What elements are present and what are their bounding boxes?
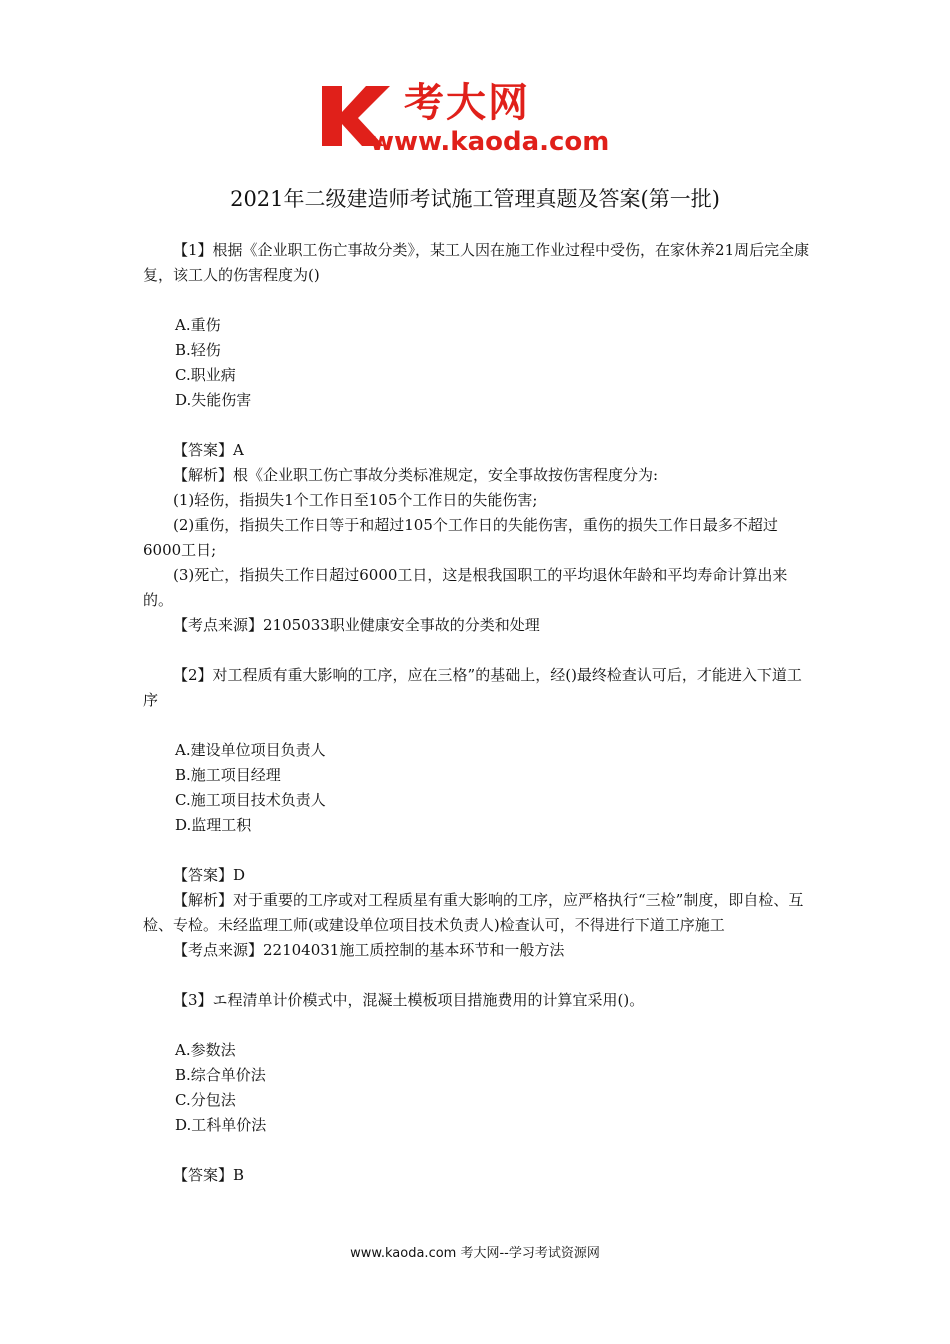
question-2-answer: 【答案】D [173,866,246,884]
question-2-option-b: B.施工项目经理 [175,766,281,784]
question-1-option-a: A.重伤 [175,316,221,334]
page-footer: www.kaoda.com 考大网--学习考试资源网 [350,1246,600,1261]
question-3-option-d: D.工科单价法 [175,1116,267,1134]
question-2-option-a: A.建设单位项目负责人 [175,741,326,759]
question-1-option-c: C.职业病 [175,366,236,384]
question-1-analysis-line: 【解析】根《企业职工伤亡事故分类标准规定，安全事故按伤害程度分为: [173,466,659,484]
question-2-option-c: C.施工项目技术负责人 [175,791,326,809]
question-2-option-d: D.监理工积 [175,816,252,834]
question-1-answer: 【答案】A [173,441,244,459]
kaoda-logo [318,80,638,160]
logo-brand-cn: 考大网 [404,80,530,126]
question-1-analysis-line: (3)死亡，指损失工作日超过6000工日，这是根我国职工的平均退休年龄和平均寿命计算出来的。 [143,566,788,609]
question-1-stem: 【1】根据《企业职工伤亡事故分类》，某工人因在施工作业过程中受伤，在家休养21周后完全康复，该工人的伤害程度为() [143,241,810,284]
question-1-analysis-line: (2)重伤，指损失工作日等于和超过105个工作日的失能伤害，重伤的损失工作日最多不超过6000工日; [143,516,778,559]
question-1-option-b: B.轻伤 [175,341,221,359]
document-title: 2021年二级建造师考试施工管理真题及答案(第一批) [230,187,720,211]
question-1-analysis-line: (1)轻伤，指损失1个工作日至105个工作日的失能伤害; [173,491,538,509]
logo-brand-url: www.kaoda.com [370,127,610,157]
question-2-source: 【考点来源】22104031施工质控制的基本环节和一般方法 [173,941,565,959]
question-3-stem: 【3】エ程清单计价模式中，混凝土模板项目措施费用的计算宜采用()。 [173,991,645,1009]
question-3-answer: 【答案】B [173,1166,245,1184]
question-3-option-a: A.参数法 [175,1041,236,1059]
document-body [143,238,811,1188]
question-3-option-b: B.综合单价法 [175,1066,266,1084]
question-3-option-c: C.分包法 [175,1091,236,1109]
question-1-source: 【考点来源】2105033职业健康安全事故的分类和处理 [173,616,540,634]
question-2-analysis-line: 【解析】对于重要的工序或对工程质星有重大影响的工序，应严格执行“三检”制度，即自检、互检、专检。未经监理工师(或建设单位项目技术负责人)检查认可，不得进行下道工序施工 [143,891,804,934]
question-1-option-d: D.失能伤害 [175,391,252,409]
question-2-stem: 【2】对工程质有重大影响的工序，应在三格”的基础上，经()最终检查认可后，才能进入下道工序 [143,666,802,709]
